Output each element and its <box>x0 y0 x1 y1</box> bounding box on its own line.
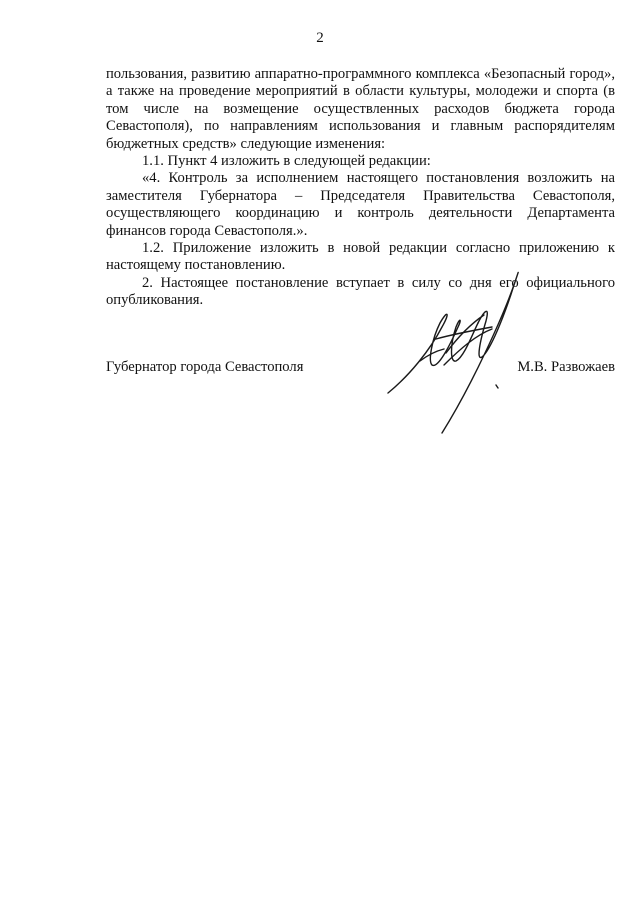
paragraph-continuation: пользования, развитию аппаратно-программного комплекса «Безопасный город», а также на проведение мероприятий в области культуры, молодежи и спорта (в том числе на возмещение осуществленных расходов бюджета города Севастополя), по направлениям использования и главным распорядителям бюджетных средств» следующие изменения: <box>106 66 615 152</box>
page-number: 2 <box>316 30 324 46</box>
handwritten-signature <box>380 265 540 445</box>
paragraph-item-1-2: 1.2. Приложение изложить в новой редакции согласно приложению к настоящему постановлению. <box>106 240 615 274</box>
signatory-position: Губернатор города Севастополя <box>106 359 304 375</box>
signatory-name: М.В. Развожаев <box>517 359 615 375</box>
paragraph-item-1-1: 1.1. Пункт 4 изложить в следующей редакции: <box>142 153 431 170</box>
paragraph-item-2: 2. Настоящее постановление вступает в силу со дня его официального опубликования. <box>106 274 615 309</box>
paragraph-quoted-item-4: «4. Контроль за исполнением настоящего постановления возложить на заместителя Губернатора – Председателя Правительства Севастополя, осуществляющего координацию и контроль деятельности Департамента финансов города Севастополя.». <box>106 170 615 239</box>
